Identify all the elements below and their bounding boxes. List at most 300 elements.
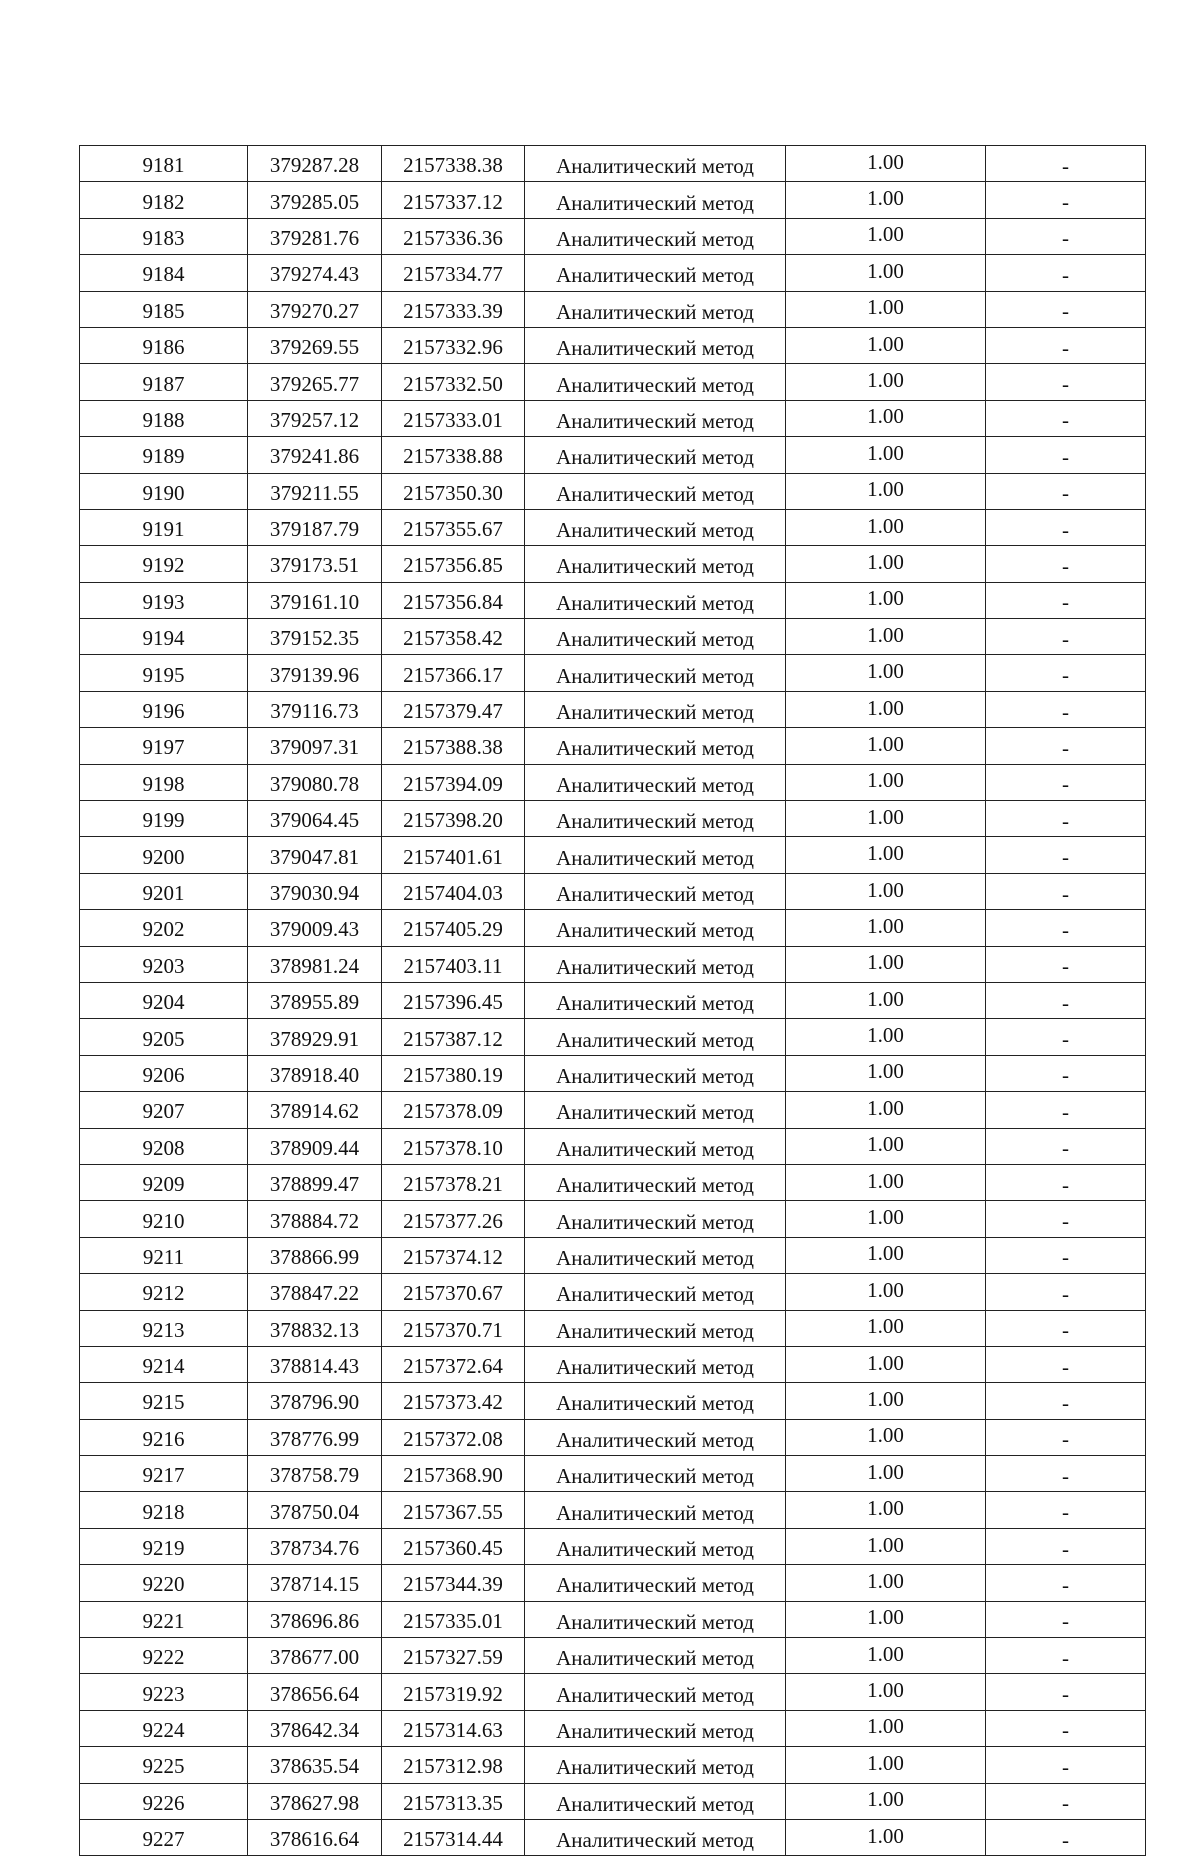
table-row xyxy=(80,146,1146,182)
x-coordinate-cell: 379152.35 xyxy=(248,619,382,655)
y-coordinate-cell: 2157370.67 xyxy=(382,1274,525,1310)
point-number-cell: 9200 xyxy=(80,837,248,873)
accuracy-cell: 1.00 xyxy=(786,1783,986,1819)
table-row xyxy=(80,255,1146,291)
accuracy-cell: 1.00 xyxy=(786,1819,986,1855)
accuracy-cell: 1.00 xyxy=(786,1237,986,1273)
table-row xyxy=(80,1819,1146,1855)
x-coordinate-cell: 378884.72 xyxy=(248,1201,382,1237)
y-coordinate-cell: 2157360.45 xyxy=(382,1528,525,1564)
y-coordinate-cell: 2157378.21 xyxy=(382,1164,525,1200)
y-coordinate-cell: 2157319.92 xyxy=(382,1674,525,1710)
x-coordinate-cell: 379241.86 xyxy=(248,437,382,473)
table-row xyxy=(80,837,1146,873)
y-coordinate-cell: 2157313.35 xyxy=(382,1783,525,1819)
point-number-cell: 9191 xyxy=(80,509,248,545)
point-number-cell: 9202 xyxy=(80,910,248,946)
accuracy-cell: 1.00 xyxy=(786,1383,986,1419)
table-row xyxy=(80,1528,1146,1564)
point-number-cell: 9219 xyxy=(80,1528,248,1564)
accuracy-cell: 1.00 xyxy=(786,291,986,327)
y-coordinate-cell: 2157387.12 xyxy=(382,1019,525,1055)
method-cell: Аналитический метод xyxy=(525,364,786,400)
note-cell: - xyxy=(986,1092,1146,1128)
note-cell: - xyxy=(986,1237,1146,1273)
table-row xyxy=(80,1274,1146,1310)
accuracy-cell: 1.00 xyxy=(786,327,986,363)
point-number-cell: 9197 xyxy=(80,728,248,764)
table-row xyxy=(80,691,1146,727)
note-cell: - xyxy=(986,1819,1146,1855)
point-number-cell: 9216 xyxy=(80,1419,248,1455)
note-cell: - xyxy=(986,1346,1146,1382)
point-number-cell: 9187 xyxy=(80,364,248,400)
note-cell: - xyxy=(986,619,1146,655)
note-cell: - xyxy=(986,910,1146,946)
accuracy-cell: 1.00 xyxy=(786,691,986,727)
point-number-cell: 9223 xyxy=(80,1674,248,1710)
y-coordinate-cell: 2157367.55 xyxy=(382,1492,525,1528)
y-coordinate-cell: 2157373.42 xyxy=(382,1383,525,1419)
accuracy-cell: 1.00 xyxy=(786,1638,986,1674)
point-number-cell: 9190 xyxy=(80,473,248,509)
method-cell: Аналитический метод xyxy=(525,619,786,655)
table-row xyxy=(80,582,1146,618)
note-cell: - xyxy=(986,582,1146,618)
table-row xyxy=(80,1710,1146,1746)
note-cell: - xyxy=(986,1419,1146,1455)
point-number-cell: 9225 xyxy=(80,1747,248,1783)
x-coordinate-cell: 379047.81 xyxy=(248,837,382,873)
x-coordinate-cell: 378616.64 xyxy=(248,1819,382,1855)
x-coordinate-cell: 378832.13 xyxy=(248,1310,382,1346)
y-coordinate-cell: 2157372.08 xyxy=(382,1419,525,1455)
point-number-cell: 9181 xyxy=(80,146,248,182)
y-coordinate-cell: 2157374.12 xyxy=(382,1237,525,1273)
accuracy-cell: 1.00 xyxy=(786,728,986,764)
note-cell: - xyxy=(986,1674,1146,1710)
note-cell: - xyxy=(986,1456,1146,1492)
y-coordinate-cell: 2157356.85 xyxy=(382,546,525,582)
x-coordinate-cell: 378899.47 xyxy=(248,1164,382,1200)
method-cell: Аналитический метод xyxy=(525,146,786,182)
table-row xyxy=(80,473,1146,509)
x-coordinate-cell: 379116.73 xyxy=(248,691,382,727)
accuracy-cell: 1.00 xyxy=(786,873,986,909)
note-cell: - xyxy=(986,182,1146,218)
method-cell: Аналитический метод xyxy=(525,873,786,909)
table-row xyxy=(80,1747,1146,1783)
table-row xyxy=(80,1601,1146,1637)
x-coordinate-cell: 378909.44 xyxy=(248,1128,382,1164)
point-number-cell: 9227 xyxy=(80,1819,248,1855)
note-cell: - xyxy=(986,1019,1146,1055)
x-coordinate-cell: 379139.96 xyxy=(248,655,382,691)
table-row xyxy=(80,1092,1146,1128)
note-cell: - xyxy=(986,1128,1146,1164)
table-row xyxy=(80,1783,1146,1819)
note-cell: - xyxy=(986,1747,1146,1783)
method-cell: Аналитический метод xyxy=(525,1128,786,1164)
accuracy-cell: 1.00 xyxy=(786,255,986,291)
y-coordinate-cell: 2157394.09 xyxy=(382,764,525,800)
method-cell: Аналитический метод xyxy=(525,764,786,800)
y-coordinate-cell: 2157337.12 xyxy=(382,182,525,218)
accuracy-cell: 1.00 xyxy=(786,1747,986,1783)
y-coordinate-cell: 2157338.38 xyxy=(382,146,525,182)
note-cell: - xyxy=(986,255,1146,291)
method-cell: Аналитический метод xyxy=(525,1492,786,1528)
point-number-cell: 9195 xyxy=(80,655,248,691)
table-row xyxy=(80,873,1146,909)
note-cell: - xyxy=(986,1638,1146,1674)
x-coordinate-cell: 379257.12 xyxy=(248,400,382,436)
method-cell: Аналитический метод xyxy=(525,1638,786,1674)
x-coordinate-cell: 378714.15 xyxy=(248,1565,382,1601)
y-coordinate-cell: 2157403.11 xyxy=(382,946,525,982)
table-row xyxy=(80,218,1146,254)
note-cell: - xyxy=(986,218,1146,254)
y-coordinate-cell: 2157368.90 xyxy=(382,1456,525,1492)
x-coordinate-cell: 378758.79 xyxy=(248,1456,382,1492)
note-cell: - xyxy=(986,291,1146,327)
note-cell: - xyxy=(986,1492,1146,1528)
point-number-cell: 9221 xyxy=(80,1601,248,1637)
point-number-cell: 9185 xyxy=(80,291,248,327)
x-coordinate-cell: 378750.04 xyxy=(248,1492,382,1528)
note-cell: - xyxy=(986,146,1146,182)
x-coordinate-cell: 379009.43 xyxy=(248,910,382,946)
accuracy-cell: 1.00 xyxy=(786,182,986,218)
table-row xyxy=(80,291,1146,327)
x-coordinate-cell: 378796.90 xyxy=(248,1383,382,1419)
point-number-cell: 9188 xyxy=(80,400,248,436)
method-cell: Аналитический метод xyxy=(525,546,786,582)
y-coordinate-cell: 2157333.01 xyxy=(382,400,525,436)
accuracy-cell: 1.00 xyxy=(786,655,986,691)
y-coordinate-cell: 2157314.63 xyxy=(382,1710,525,1746)
x-coordinate-cell: 378734.76 xyxy=(248,1528,382,1564)
method-cell: Аналитический метод xyxy=(525,1164,786,1200)
x-coordinate-cell: 379269.55 xyxy=(248,327,382,363)
method-cell: Аналитический метод xyxy=(525,1456,786,1492)
table-row xyxy=(80,1019,1146,1055)
point-number-cell: 9220 xyxy=(80,1565,248,1601)
accuracy-cell: 1.00 xyxy=(786,546,986,582)
x-coordinate-cell: 379161.10 xyxy=(248,582,382,618)
method-cell: Аналитический метод xyxy=(525,1819,786,1855)
y-coordinate-cell: 2157332.50 xyxy=(382,364,525,400)
accuracy-cell: 1.00 xyxy=(786,218,986,254)
note-cell: - xyxy=(986,873,1146,909)
table-row xyxy=(80,1565,1146,1601)
x-coordinate-cell: 378981.24 xyxy=(248,946,382,982)
method-cell: Аналитический метод xyxy=(525,509,786,545)
method-cell: Аналитический метод xyxy=(525,1346,786,1382)
table-row xyxy=(80,400,1146,436)
y-coordinate-cell: 2157379.47 xyxy=(382,691,525,727)
note-cell: - xyxy=(986,1528,1146,1564)
y-coordinate-cell: 2157355.67 xyxy=(382,509,525,545)
y-coordinate-cell: 2157404.03 xyxy=(382,873,525,909)
method-cell: Аналитический метод xyxy=(525,291,786,327)
method-cell: Аналитический метод xyxy=(525,1783,786,1819)
note-cell: - xyxy=(986,437,1146,473)
method-cell: Аналитический метод xyxy=(525,1274,786,1310)
accuracy-cell: 1.00 xyxy=(786,364,986,400)
method-cell: Аналитический метод xyxy=(525,801,786,837)
accuracy-cell: 1.00 xyxy=(786,1128,986,1164)
x-coordinate-cell: 379187.79 xyxy=(248,509,382,545)
note-cell: - xyxy=(986,1601,1146,1637)
accuracy-cell: 1.00 xyxy=(786,946,986,982)
note-cell: - xyxy=(986,764,1146,800)
x-coordinate-cell: 378627.98 xyxy=(248,1783,382,1819)
accuracy-cell: 1.00 xyxy=(786,1055,986,1091)
x-coordinate-cell: 378656.64 xyxy=(248,1674,382,1710)
y-coordinate-cell: 2157358.42 xyxy=(382,619,525,655)
method-cell: Аналитический метод xyxy=(525,327,786,363)
point-number-cell: 9212 xyxy=(80,1274,248,1310)
note-cell: - xyxy=(986,1383,1146,1419)
table-row xyxy=(80,801,1146,837)
note-cell: - xyxy=(986,1201,1146,1237)
accuracy-cell: 1.00 xyxy=(786,1419,986,1455)
y-coordinate-cell: 2157401.61 xyxy=(382,837,525,873)
note-cell: - xyxy=(986,691,1146,727)
x-coordinate-cell: 379064.45 xyxy=(248,801,382,837)
y-coordinate-cell: 2157338.88 xyxy=(382,437,525,473)
table-row xyxy=(80,1456,1146,1492)
method-cell: Аналитический метод xyxy=(525,1601,786,1637)
y-coordinate-cell: 2157388.38 xyxy=(382,728,525,764)
note-cell: - xyxy=(986,655,1146,691)
point-number-cell: 9192 xyxy=(80,546,248,582)
accuracy-cell: 1.00 xyxy=(786,146,986,182)
y-coordinate-cell: 2157335.01 xyxy=(382,1601,525,1637)
y-coordinate-cell: 2157398.20 xyxy=(382,801,525,837)
point-number-cell: 9205 xyxy=(80,1019,248,1055)
y-coordinate-cell: 2157396.45 xyxy=(382,982,525,1018)
point-number-cell: 9203 xyxy=(80,946,248,982)
method-cell: Аналитический метод xyxy=(525,1674,786,1710)
accuracy-cell: 1.00 xyxy=(786,473,986,509)
x-coordinate-cell: 379281.76 xyxy=(248,218,382,254)
y-coordinate-cell: 2157336.36 xyxy=(382,218,525,254)
accuracy-cell: 1.00 xyxy=(786,1456,986,1492)
point-number-cell: 9204 xyxy=(80,982,248,1018)
method-cell: Аналитический метод xyxy=(525,473,786,509)
note-cell: - xyxy=(986,400,1146,436)
accuracy-cell: 1.00 xyxy=(786,910,986,946)
y-coordinate-cell: 2157378.10 xyxy=(382,1128,525,1164)
method-cell: Аналитический метод xyxy=(525,1747,786,1783)
y-coordinate-cell: 2157378.09 xyxy=(382,1092,525,1128)
x-coordinate-cell: 379173.51 xyxy=(248,546,382,582)
x-coordinate-cell: 379285.05 xyxy=(248,182,382,218)
x-coordinate-cell: 379211.55 xyxy=(248,473,382,509)
point-number-cell: 9224 xyxy=(80,1710,248,1746)
point-number-cell: 9217 xyxy=(80,1456,248,1492)
accuracy-cell: 1.00 xyxy=(786,764,986,800)
accuracy-cell: 1.00 xyxy=(786,400,986,436)
table-row xyxy=(80,1638,1146,1674)
accuracy-cell: 1.00 xyxy=(786,1201,986,1237)
accuracy-cell: 1.00 xyxy=(786,1528,986,1564)
method-cell: Аналитический метод xyxy=(525,400,786,436)
y-coordinate-cell: 2157327.59 xyxy=(382,1638,525,1674)
table-row xyxy=(80,1419,1146,1455)
method-cell: Аналитический метод xyxy=(525,946,786,982)
point-number-cell: 9206 xyxy=(80,1055,248,1091)
method-cell: Аналитический метод xyxy=(525,1565,786,1601)
method-cell: Аналитический метод xyxy=(525,837,786,873)
y-coordinate-cell: 2157312.98 xyxy=(382,1747,525,1783)
method-cell: Аналитический метод xyxy=(525,582,786,618)
x-coordinate-cell: 378929.91 xyxy=(248,1019,382,1055)
method-cell: Аналитический метод xyxy=(525,1237,786,1273)
y-coordinate-cell: 2157380.19 xyxy=(382,1055,525,1091)
accuracy-cell: 1.00 xyxy=(786,1710,986,1746)
table-row xyxy=(80,437,1146,473)
x-coordinate-cell: 378955.89 xyxy=(248,982,382,1018)
x-coordinate-cell: 378696.86 xyxy=(248,1601,382,1637)
y-coordinate-cell: 2157366.17 xyxy=(382,655,525,691)
table-row xyxy=(80,546,1146,582)
point-number-cell: 9214 xyxy=(80,1346,248,1382)
accuracy-cell: 1.00 xyxy=(786,582,986,618)
x-coordinate-cell: 378918.40 xyxy=(248,1055,382,1091)
point-number-cell: 9211 xyxy=(80,1237,248,1273)
table-row xyxy=(80,509,1146,545)
note-cell: - xyxy=(986,1565,1146,1601)
note-cell: - xyxy=(986,1783,1146,1819)
note-cell: - xyxy=(986,509,1146,545)
method-cell: Аналитический метод xyxy=(525,655,786,691)
method-cell: Аналитический метод xyxy=(525,1710,786,1746)
point-number-cell: 9193 xyxy=(80,582,248,618)
table-row xyxy=(80,1492,1146,1528)
point-number-cell: 9184 xyxy=(80,255,248,291)
note-cell: - xyxy=(986,1164,1146,1200)
y-coordinate-cell: 2157344.39 xyxy=(382,1565,525,1601)
x-coordinate-cell: 379030.94 xyxy=(248,873,382,909)
y-coordinate-cell: 2157314.44 xyxy=(382,1819,525,1855)
accuracy-cell: 1.00 xyxy=(786,1492,986,1528)
x-coordinate-cell: 379265.77 xyxy=(248,364,382,400)
method-cell: Аналитический метод xyxy=(525,218,786,254)
table-row xyxy=(80,1164,1146,1200)
accuracy-cell: 1.00 xyxy=(786,801,986,837)
point-number-cell: 9183 xyxy=(80,218,248,254)
accuracy-cell: 1.00 xyxy=(786,437,986,473)
table-row xyxy=(80,1674,1146,1710)
x-coordinate-cell: 378814.43 xyxy=(248,1346,382,1382)
table-row xyxy=(80,1237,1146,1273)
point-number-cell: 9186 xyxy=(80,327,248,363)
note-cell: - xyxy=(986,1710,1146,1746)
method-cell: Аналитический метод xyxy=(525,982,786,1018)
y-coordinate-cell: 2157370.71 xyxy=(382,1310,525,1346)
note-cell: - xyxy=(986,946,1146,982)
table-row xyxy=(80,364,1146,400)
note-cell: - xyxy=(986,364,1146,400)
point-number-cell: 9222 xyxy=(80,1638,248,1674)
accuracy-cell: 1.00 xyxy=(786,1019,986,1055)
y-coordinate-cell: 2157333.39 xyxy=(382,291,525,327)
method-cell: Аналитический метод xyxy=(525,1310,786,1346)
point-number-cell: 9215 xyxy=(80,1383,248,1419)
note-cell: - xyxy=(986,1310,1146,1346)
accuracy-cell: 1.00 xyxy=(786,619,986,655)
x-coordinate-cell: 378866.99 xyxy=(248,1237,382,1273)
point-number-cell: 9210 xyxy=(80,1201,248,1237)
accuracy-cell: 1.00 xyxy=(786,1274,986,1310)
x-coordinate-cell: 379287.28 xyxy=(248,146,382,182)
point-number-cell: 9208 xyxy=(80,1128,248,1164)
method-cell: Аналитический метод xyxy=(525,728,786,764)
table-row xyxy=(80,1055,1146,1091)
x-coordinate-cell: 379097.31 xyxy=(248,728,382,764)
accuracy-cell: 1.00 xyxy=(786,1164,986,1200)
table-row xyxy=(80,1346,1146,1382)
table-row xyxy=(80,1383,1146,1419)
point-number-cell: 9198 xyxy=(80,764,248,800)
method-cell: Аналитический метод xyxy=(525,1055,786,1091)
x-coordinate-cell: 378914.62 xyxy=(248,1092,382,1128)
note-cell: - xyxy=(986,473,1146,509)
x-coordinate-cell: 379270.27 xyxy=(248,291,382,327)
point-number-cell: 9209 xyxy=(80,1164,248,1200)
method-cell: Аналитический метод xyxy=(525,1419,786,1455)
table-row xyxy=(80,327,1146,363)
method-cell: Аналитический метод xyxy=(525,910,786,946)
method-cell: Аналитический метод xyxy=(525,182,786,218)
accuracy-cell: 1.00 xyxy=(786,1092,986,1128)
method-cell: Аналитический метод xyxy=(525,1528,786,1564)
accuracy-cell: 1.00 xyxy=(786,1565,986,1601)
point-number-cell: 9189 xyxy=(80,437,248,473)
accuracy-cell: 1.00 xyxy=(786,509,986,545)
table-body xyxy=(80,146,1146,1856)
y-coordinate-cell: 2157332.96 xyxy=(382,327,525,363)
note-cell: - xyxy=(986,327,1146,363)
note-cell: - xyxy=(986,728,1146,764)
point-number-cell: 9213 xyxy=(80,1310,248,1346)
method-cell: Аналитический метод xyxy=(525,255,786,291)
table-row xyxy=(80,655,1146,691)
point-number-cell: 9207 xyxy=(80,1092,248,1128)
note-cell: - xyxy=(986,982,1146,1018)
table-row xyxy=(80,728,1146,764)
point-number-cell: 9226 xyxy=(80,1783,248,1819)
note-cell: - xyxy=(986,546,1146,582)
method-cell: Аналитический метод xyxy=(525,1092,786,1128)
y-coordinate-cell: 2157350.30 xyxy=(382,473,525,509)
x-coordinate-cell: 378677.00 xyxy=(248,1638,382,1674)
method-cell: Аналитический метод xyxy=(525,437,786,473)
table-row xyxy=(80,182,1146,218)
table-row xyxy=(80,946,1146,982)
method-cell: Аналитический метод xyxy=(525,691,786,727)
table-row xyxy=(80,619,1146,655)
coordinates-table xyxy=(79,145,1146,1856)
method-cell: Аналитический метод xyxy=(525,1019,786,1055)
x-coordinate-cell: 378635.54 xyxy=(248,1747,382,1783)
point-number-cell: 9194 xyxy=(80,619,248,655)
point-number-cell: 9218 xyxy=(80,1492,248,1528)
accuracy-cell: 1.00 xyxy=(786,837,986,873)
